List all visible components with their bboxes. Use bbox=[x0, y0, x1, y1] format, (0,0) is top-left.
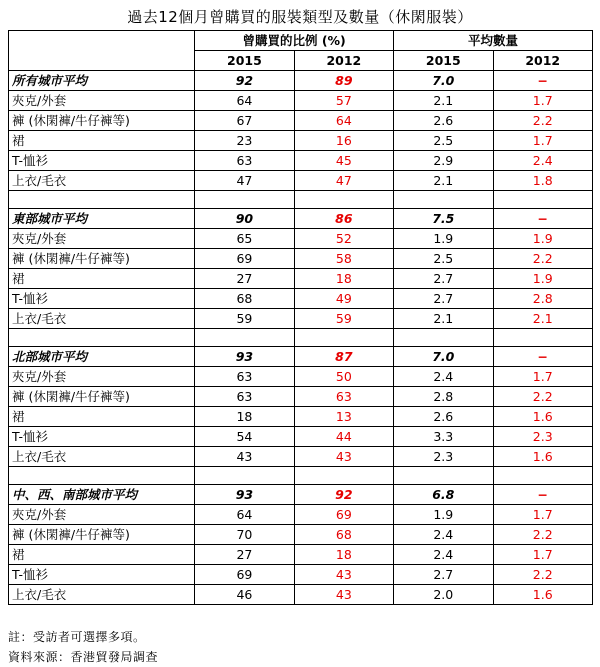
row-value: 50 bbox=[294, 367, 393, 387]
row-label: 褲 (休閑褲/牛仔褲等) bbox=[9, 111, 195, 131]
section-name: 所有城市平均 bbox=[9, 71, 195, 91]
row-value: 2.1 bbox=[493, 309, 593, 329]
average-value: 86 bbox=[294, 209, 393, 229]
row-label: 上衣/毛衣 bbox=[9, 447, 195, 467]
row-value: 2.2 bbox=[493, 387, 593, 407]
row-value: 49 bbox=[294, 289, 393, 309]
row-value: 64 bbox=[294, 111, 393, 131]
row-value: 57 bbox=[294, 91, 393, 111]
row-value: 65 bbox=[195, 229, 294, 249]
section-average-row bbox=[9, 71, 593, 91]
table-row bbox=[9, 229, 593, 249]
row-value: 1.7 bbox=[493, 505, 593, 525]
section-name: 北部城市平均 bbox=[9, 347, 195, 367]
row-value: 63 bbox=[195, 367, 294, 387]
row-value: 16 bbox=[294, 131, 393, 151]
average-value: 93 bbox=[195, 485, 294, 505]
row-value: 70 bbox=[195, 525, 294, 545]
table-body bbox=[9, 71, 593, 605]
section-average-row bbox=[9, 209, 593, 229]
table-row bbox=[9, 151, 593, 171]
row-label: T-恤衫 bbox=[9, 427, 195, 447]
row-value: 1.6 bbox=[493, 585, 593, 605]
row-value: 47 bbox=[195, 171, 294, 191]
average-value: 89 bbox=[294, 71, 393, 91]
row-value: 27 bbox=[195, 269, 294, 289]
average-value: − bbox=[493, 485, 593, 505]
table-row bbox=[9, 505, 593, 525]
row-value: 1.7 bbox=[493, 91, 593, 111]
row-value: 2.4 bbox=[394, 525, 493, 545]
row-value: 2.4 bbox=[493, 151, 593, 171]
row-value: 2.1 bbox=[394, 309, 493, 329]
average-value: 7.5 bbox=[394, 209, 493, 229]
row-value: 2.4 bbox=[394, 545, 493, 565]
empty-cell bbox=[195, 191, 294, 209]
average-value: 93 bbox=[195, 347, 294, 367]
row-label: 夾克/外套 bbox=[9, 367, 195, 387]
row-value: 45 bbox=[294, 151, 393, 171]
header-group-row bbox=[9, 31, 593, 51]
table-row bbox=[9, 249, 593, 269]
row-value: 2.3 bbox=[394, 447, 493, 467]
row-value: 1.6 bbox=[493, 407, 593, 427]
average-value: 7.0 bbox=[394, 347, 493, 367]
empty-cell bbox=[493, 191, 593, 209]
table-row bbox=[9, 447, 593, 467]
section-average-row bbox=[9, 485, 593, 505]
header-average-quantity: 平均數量 bbox=[394, 31, 593, 51]
row-value: 2.8 bbox=[394, 387, 493, 407]
row-value: 2.0 bbox=[394, 585, 493, 605]
row-value: 46 bbox=[195, 585, 294, 605]
row-value: 44 bbox=[294, 427, 393, 447]
average-value: − bbox=[493, 347, 593, 367]
table-row bbox=[9, 585, 593, 605]
table-row bbox=[9, 565, 593, 585]
row-value: 1.9 bbox=[394, 229, 493, 249]
row-value: 2.2 bbox=[493, 111, 593, 131]
row-value: 2.7 bbox=[394, 289, 493, 309]
average-value: − bbox=[493, 71, 593, 91]
row-label: T-恤衫 bbox=[9, 289, 195, 309]
average-value: 92 bbox=[195, 71, 294, 91]
header-year: 2015 bbox=[195, 51, 294, 71]
empty-cell bbox=[294, 467, 393, 485]
row-value: 69 bbox=[195, 565, 294, 585]
empty-cell bbox=[394, 329, 493, 347]
table-row bbox=[9, 427, 593, 447]
empty-cell bbox=[394, 467, 493, 485]
row-value: 69 bbox=[294, 505, 393, 525]
row-value: 1.7 bbox=[493, 367, 593, 387]
row-value: 43 bbox=[294, 565, 393, 585]
row-value: 27 bbox=[195, 545, 294, 565]
row-value: 63 bbox=[195, 387, 294, 407]
row-value: 52 bbox=[294, 229, 393, 249]
row-label: 褲 (休閑褲/牛仔褲等) bbox=[9, 387, 195, 407]
row-label: 上衣/毛衣 bbox=[9, 309, 195, 329]
spacer-row bbox=[9, 329, 593, 347]
row-value: 54 bbox=[195, 427, 294, 447]
table-row bbox=[9, 525, 593, 545]
average-value: 90 bbox=[195, 209, 294, 229]
row-label: 裙 bbox=[9, 269, 195, 289]
row-value: 18 bbox=[294, 545, 393, 565]
row-value: 67 bbox=[195, 111, 294, 131]
row-label: 上衣/毛衣 bbox=[9, 171, 195, 191]
table-row bbox=[9, 407, 593, 427]
data-table bbox=[8, 30, 593, 605]
empty-cell bbox=[9, 467, 195, 485]
row-value: 2.2 bbox=[493, 565, 593, 585]
source-note: 資料來源：香港貿發局調查 bbox=[8, 650, 159, 664]
row-value: 2.6 bbox=[394, 407, 493, 427]
row-value: 13 bbox=[294, 407, 393, 427]
table-row bbox=[9, 171, 593, 191]
row-value: 2.5 bbox=[394, 249, 493, 269]
table-row bbox=[9, 387, 593, 407]
row-value: 2.2 bbox=[493, 249, 593, 269]
section-name: 東部城市平均 bbox=[9, 209, 195, 229]
row-value: 2.1 bbox=[394, 91, 493, 111]
empty-cell bbox=[9, 329, 195, 347]
empty-cell bbox=[394, 191, 493, 209]
row-value: 2.3 bbox=[493, 427, 593, 447]
row-value: 23 bbox=[195, 131, 294, 151]
row-label: T-恤衫 bbox=[9, 565, 195, 585]
row-label: 裙 bbox=[9, 131, 195, 151]
row-value: 43 bbox=[195, 447, 294, 467]
row-value: 58 bbox=[294, 249, 393, 269]
row-label: T-恤衫 bbox=[9, 151, 195, 171]
spacer-row bbox=[9, 467, 593, 485]
row-value: 2.1 bbox=[394, 171, 493, 191]
row-value: 68 bbox=[195, 289, 294, 309]
empty-cell bbox=[294, 191, 393, 209]
row-value: 1.7 bbox=[493, 545, 593, 565]
row-value: 1.6 bbox=[493, 447, 593, 467]
row-label: 夾克/外套 bbox=[9, 91, 195, 111]
row-label: 裙 bbox=[9, 407, 195, 427]
footnote: 註：受訪者可選擇多項。 bbox=[8, 630, 146, 644]
row-value: 18 bbox=[294, 269, 393, 289]
row-value: 1.9 bbox=[394, 505, 493, 525]
table-row bbox=[9, 269, 593, 289]
row-label: 褲 (休閑褲/牛仔褲等) bbox=[9, 525, 195, 545]
row-value: 2.7 bbox=[394, 565, 493, 585]
row-value: 64 bbox=[195, 91, 294, 111]
row-value: 43 bbox=[294, 585, 393, 605]
row-value: 43 bbox=[294, 447, 393, 467]
empty-cell bbox=[294, 329, 393, 347]
table-row bbox=[9, 111, 593, 131]
row-value: 2.4 bbox=[394, 367, 493, 387]
row-value: 1.9 bbox=[493, 269, 593, 289]
average-value: − bbox=[493, 209, 593, 229]
row-value: 59 bbox=[294, 309, 393, 329]
header-purchase-ratio: 曾購買的比例 (%) bbox=[195, 31, 394, 51]
row-value: 1.8 bbox=[493, 171, 593, 191]
row-value: 59 bbox=[195, 309, 294, 329]
spacer-row bbox=[9, 191, 593, 209]
average-value: 87 bbox=[294, 347, 393, 367]
row-label: 上衣/毛衣 bbox=[9, 585, 195, 605]
row-value: 63 bbox=[294, 387, 393, 407]
row-label: 裙 bbox=[9, 545, 195, 565]
row-value: 63 bbox=[195, 151, 294, 171]
header-year: 2012 bbox=[493, 51, 593, 71]
row-value: 1.9 bbox=[493, 229, 593, 249]
header-year: 2015 bbox=[394, 51, 493, 71]
header-blank-cell bbox=[9, 31, 195, 71]
row-label: 夾克/外套 bbox=[9, 505, 195, 525]
row-value: 2.6 bbox=[394, 111, 493, 131]
row-value: 2.8 bbox=[493, 289, 593, 309]
section-name: 中、西、南部城市平均 bbox=[9, 485, 195, 505]
empty-cell bbox=[195, 467, 294, 485]
row-value: 18 bbox=[195, 407, 294, 427]
empty-cell bbox=[195, 329, 294, 347]
average-value: 92 bbox=[294, 485, 393, 505]
page-title: 過去12個月曾購買的服裝類型及數量（休閑服裝） bbox=[127, 8, 473, 26]
table-row bbox=[9, 545, 593, 565]
row-value: 64 bbox=[195, 505, 294, 525]
average-value: 6.8 bbox=[394, 485, 493, 505]
table-row bbox=[9, 367, 593, 387]
table-row bbox=[9, 289, 593, 309]
empty-cell bbox=[493, 467, 593, 485]
table-row bbox=[9, 91, 593, 111]
average-value: 7.0 bbox=[394, 71, 493, 91]
empty-cell bbox=[9, 191, 195, 209]
row-value: 2.2 bbox=[493, 525, 593, 545]
section-average-row bbox=[9, 347, 593, 367]
header-year: 2012 bbox=[294, 51, 393, 71]
row-value: 2.7 bbox=[394, 269, 493, 289]
empty-cell bbox=[493, 329, 593, 347]
row-value: 47 bbox=[294, 171, 393, 191]
row-value: 2.9 bbox=[394, 151, 493, 171]
table-row bbox=[9, 309, 593, 329]
table-row bbox=[9, 131, 593, 151]
row-value: 3.3 bbox=[394, 427, 493, 447]
row-label: 夾克/外套 bbox=[9, 229, 195, 249]
row-value: 2.5 bbox=[394, 131, 493, 151]
row-value: 69 bbox=[195, 249, 294, 269]
row-value: 1.7 bbox=[493, 131, 593, 151]
row-label: 褲 (休閑褲/牛仔褲等) bbox=[9, 249, 195, 269]
row-value: 68 bbox=[294, 525, 393, 545]
